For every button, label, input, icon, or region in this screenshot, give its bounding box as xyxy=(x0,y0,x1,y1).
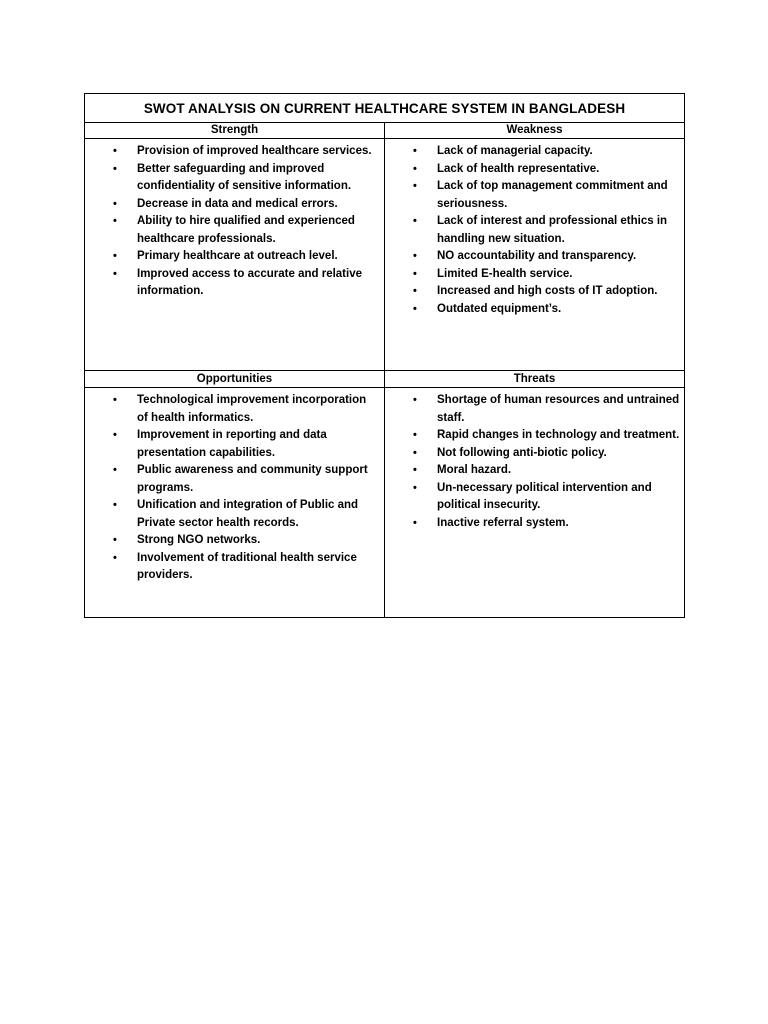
list-item-text: Lack of top management commitment and seriousness. xyxy=(437,180,668,210)
threats-list-item xyxy=(385,392,680,427)
weakness-list-item xyxy=(385,213,680,248)
threats-list xyxy=(385,392,680,532)
threats-list-item xyxy=(385,427,680,445)
bullet-icon: • xyxy=(413,429,417,441)
opportunities-list-item xyxy=(85,392,380,427)
bullet-icon: • xyxy=(113,429,117,441)
strength-heading: Strength xyxy=(85,122,384,139)
bullet-icon: • xyxy=(413,394,417,406)
list-item-text: Not following anti-biotic policy. xyxy=(437,446,607,459)
list-item-text: Un-necessary political intervention and political insecurity. xyxy=(437,481,652,511)
threats-list-item xyxy=(385,480,680,515)
opportunities-list-item xyxy=(85,550,380,585)
bullet-icon: • xyxy=(413,285,417,297)
list-item-text: Shortage of human resources and untrained staff. xyxy=(437,394,680,424)
weakness-heading: Weakness xyxy=(385,122,684,139)
bullet-icon: • xyxy=(113,215,117,227)
opportunities-list-item xyxy=(85,497,380,532)
table-title: SWOT ANALYSIS ON CURRENT HEALTHCARE SYSTEM IN BANGLADESH xyxy=(85,94,684,123)
list-item-text: Rapid changes in technology and treatment. xyxy=(437,429,680,441)
bullet-icon: • xyxy=(113,162,117,175)
bullet-icon: • xyxy=(113,197,117,210)
strength-cell xyxy=(85,140,384,370)
bullet-icon: • xyxy=(413,250,417,262)
list-item-text: Involvement of traditional health service providers. xyxy=(137,551,357,581)
list-item-text: Ability to hire qualified and experienced healthcare professionals. xyxy=(137,215,355,245)
bullet-icon: • xyxy=(413,145,417,157)
opportunities-cell xyxy=(85,389,384,617)
weakness-list-item xyxy=(385,143,680,161)
list-item-text: Limited E-health service. xyxy=(437,267,573,280)
list-item-text: Better safeguarding and improved confidentiality of sensitive information. xyxy=(137,162,352,192)
list-item-text: Improvement in reporting and data presentation capabilities. xyxy=(137,429,327,459)
bullet-icon: • xyxy=(113,499,117,511)
strength-list-item xyxy=(85,161,380,196)
bullet-icon: • xyxy=(413,180,417,192)
threats-list-item xyxy=(385,515,680,533)
opportunities-list-item xyxy=(85,462,380,497)
list-item-text: Primary healthcare at outreach level. xyxy=(137,250,338,262)
strength-list-item xyxy=(85,143,380,161)
list-item-text: Lack of managerial capacity. xyxy=(437,145,593,157)
strength-list-item xyxy=(85,213,380,248)
list-item-text: Inactive referral system. xyxy=(437,516,569,529)
list-item-text: Outdated equipment’s. xyxy=(437,302,562,315)
list-item-text: Moral hazard. xyxy=(437,464,512,476)
strength-list-item xyxy=(85,196,380,214)
strength-list-item xyxy=(85,266,380,301)
threats-list-item xyxy=(385,462,680,480)
weakness-list-item xyxy=(385,178,680,213)
list-item-text: Technological improvement incorporation of health informatics. xyxy=(137,394,367,424)
weakness-list-item xyxy=(385,161,680,179)
weakness-list xyxy=(385,143,680,318)
bullet-icon: • xyxy=(113,250,117,262)
strength-list xyxy=(85,143,380,301)
bullet-icon: • xyxy=(413,481,417,494)
bullet-icon: • xyxy=(413,267,417,280)
opportunities-list xyxy=(85,392,380,585)
list-item-text: Lack of interest and professional ethics in handling new situation. xyxy=(437,215,668,245)
swot-table xyxy=(84,93,685,618)
threats-list-item xyxy=(385,445,680,463)
list-item-text: Increased and high costs of IT adoption. xyxy=(437,285,658,297)
list-item-text: Strong NGO networks. xyxy=(137,534,261,546)
list-item-text: NO accountability and transparency. xyxy=(437,250,637,262)
list-item-text: Public awareness and community support programs. xyxy=(137,464,368,494)
list-item-text: Improved access to accurate and relative information. xyxy=(137,267,362,297)
weakness-list-item xyxy=(385,301,680,319)
bullet-icon: • xyxy=(113,394,117,406)
bullet-icon: • xyxy=(113,464,117,476)
threats-cell xyxy=(385,389,684,617)
bullet-icon: • xyxy=(413,516,417,529)
opportunities-list-item xyxy=(85,532,380,550)
bullet-icon: • xyxy=(413,162,417,175)
list-item-text: Decrease in data and medical errors. xyxy=(137,197,338,210)
bullet-icon: • xyxy=(113,551,117,564)
bullet-icon: • xyxy=(413,446,417,459)
weakness-list-item xyxy=(385,283,680,301)
bullet-icon: • xyxy=(113,145,117,157)
bullet-icon: • xyxy=(113,534,117,546)
weakness-cell xyxy=(385,140,684,370)
bullet-icon: • xyxy=(413,464,417,476)
column-divider xyxy=(384,122,385,617)
bullet-icon: • xyxy=(413,302,417,315)
bullet-icon: • xyxy=(413,215,417,227)
weakness-list-item xyxy=(385,266,680,284)
strength-list-item xyxy=(85,248,380,266)
list-item-text: Provision of improved healthcare services. xyxy=(137,145,372,157)
weakness-list-item xyxy=(385,248,680,266)
list-item-text: Lack of health representative. xyxy=(437,162,600,175)
opportunities-heading: Opportunities xyxy=(85,371,384,388)
threats-heading: Threats xyxy=(385,371,684,388)
opportunities-list-item xyxy=(85,427,380,462)
bullet-icon: • xyxy=(113,267,117,280)
list-item-text: Unification and integration of Public and Private sector health records. xyxy=(137,499,359,529)
